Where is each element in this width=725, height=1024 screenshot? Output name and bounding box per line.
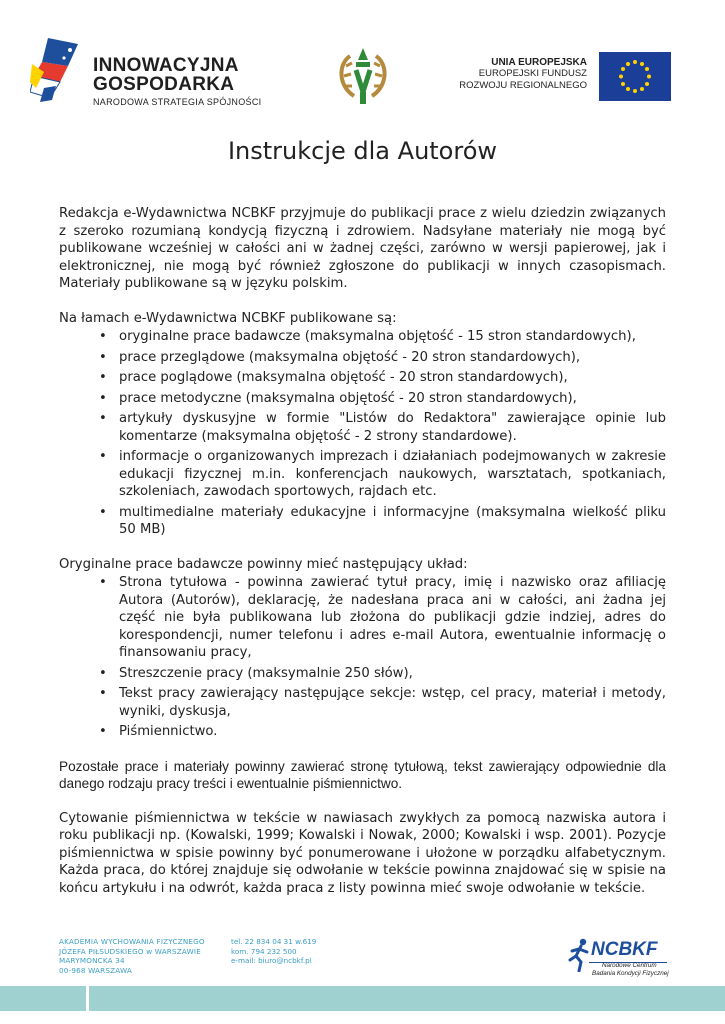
footer-email: e-mail: biuro@ncbkf.pl [231, 956, 312, 965]
citation-paragraph: Cytowanie piśmiennictwa w tekście w nawiasach zwykłych za pomocą nazwiska autora i roku publikacji np. (Kowalski, 1999; Kowalski i Nowak, 2000; Kowalski i wsp. 2001). Pozycje piśmiennictwa w spisie powinny być ponumerowane i ułożone w porządku alfabetycznym. Każda praca, do której znajduje się odwołanie w tekście powinna znajdować się w spisie na końcu artykułu i na odwrót, każda praca z listy powinna mieć swoje odwołanie w tekście. [59, 810, 666, 896]
list-item: • prace poglądowe (maksymalna objętość - 20 stron standardowych), [119, 369, 666, 387]
ncbkf-subtitle [592, 962, 669, 977]
awf-emblem-icon [336, 46, 390, 106]
list-item: • Tekst pracy zawierający następujące sekcje: wstęp, cel pracy, materiał i metody, wyniki, dyskusja, [119, 685, 666, 720]
eu-fund-label [459, 57, 587, 92]
footer-address-line: JÓZEFA PIŁSUDSKIEGO w WARSZAWIE [59, 946, 201, 956]
footer-mobile: kom. 794 232 500 [231, 946, 297, 956]
types-heading: Na łamach e-Wydawnictwa NCBKF publikowane są: [59, 310, 397, 326]
list-item: • multimedialne materiały edukacyjne i informacyjne (maksymalna wielkość pliku 50 MB) [119, 504, 666, 539]
eu-line1: UNIA EUROPEJSKA [491, 57, 587, 68]
footer-address-line: AKADEMIA WYCHOWANIA FIZYCZNEGO [59, 937, 205, 946]
list-item: • oryginalne prace badawcze (maksymalna objętość - 15 stron standardowych), [119, 328, 666, 346]
innowacyjna-gospodarka-wordmark [93, 56, 261, 107]
list-item: • Strona tytułowa - powinna zawierać tytuł pracy, imię i nazwisko oraz afiliację Autora (Autorów), deklarację, że nadesłana praca ani w całości, ani żadna jej część nie była publikowana lub złożona do publikacji gdzie indziej, adres do korespondencji, numer telefonu i adres e-mail Autora, ewentualnie informację o finansowaniu pracy, [119, 574, 666, 662]
eu-line2: EUROPEJSKI FUNDUSZ [478, 68, 587, 79]
list-item: • artykuły dyskusyjne w formie "Listów do Redaktora" zawierające opinie lub komentarze (maksymalna objętość - 2 strony standardowe). [119, 410, 666, 445]
intro-paragraph: Redakcja e-Wydawnictwa NCBKF przyjmuje do publikacji prace z wielu dziedzin związanych z szeroko rozumianą kondycją fizyczną i zdrowiem. Nadsyłane materiały nie mogą być publikowane wcześniej w całości ani w żadnej części, zarówno w wersji papierowej, jak i elektronicznej, nie mogą być również zgłoszone do publikacji w innych czasopismach. Materiały publikowane są w języku polskim. [59, 206, 666, 291]
innowacyjna-gospodarka-logo-icon [30, 36, 80, 106]
paper-structure-list [59, 574, 666, 741]
ig-logo-line2: GOSPODARKA [93, 74, 235, 95]
footer-band-left [0, 986, 86, 1011]
footer-address-line: MARYMONCKA 34 [59, 956, 125, 965]
other-works-paragraph: Pozostałe prace i materiały powinny zawierać stronę tytułową, tekst zawierający odpowiednie dla danego rodzaju pracy treści i ewentualnie piśmiennictwo. [59, 758, 666, 791]
ncbkf-wordmark: NCBKF [591, 939, 658, 960]
eu-flag-icon [599, 52, 671, 101]
structure-heading: Oryginalne prace badawcze powinny mieć następujący układ: [59, 556, 468, 572]
list-item: • prace przeglądowe (maksymalna objętość - 20 stron standardowych), [119, 349, 666, 367]
eu-line3: ROZWOJU REGIONALNEGO [459, 80, 587, 91]
ncbkf-sub1: Narodowe Centrum [602, 962, 657, 969]
page-title: Instrukcje dla Autorów [227, 137, 498, 165]
footer-address-line: 00-968 WARSZAWA [59, 965, 133, 975]
page-footer [0, 930, 725, 1024]
publication-types-list [59, 328, 666, 539]
ig-logo-line1: INNOWACYJNA [93, 55, 239, 76]
footer-contact [231, 937, 316, 966]
footer-band-right [89, 986, 725, 1011]
ncbkf-sub2: Badania Kondycji Fizycznej [592, 969, 669, 977]
footer-phone: tel. 22 834 04 31 w.619 [231, 937, 317, 946]
document-body [59, 205, 666, 897]
list-item: • Streszczenie pracy (maksymalnie 250 słów), [119, 665, 666, 683]
list-item: • prace metodyczne (maksymalna objętość - 20 stron standardowych), [119, 390, 666, 408]
ncbkf-logo [567, 938, 671, 988]
ig-logo-line3: NARODOWA STRATEGIA SPÓJNOŚCI [93, 97, 262, 107]
footer-address [59, 937, 205, 975]
list-item: • Piśmiennictwo. [119, 723, 666, 741]
list-item: • informacje o organizowanych imprezach i działaniach podejmowanych w zakresie edukacji fizycznej m.in. konferencjach naukowych, warsztatach, spotkaniach, szkoleniach, zawodach sportowych, rajdach etc. [119, 448, 666, 501]
runner-icon [567, 938, 593, 972]
page-header [0, 0, 725, 120]
